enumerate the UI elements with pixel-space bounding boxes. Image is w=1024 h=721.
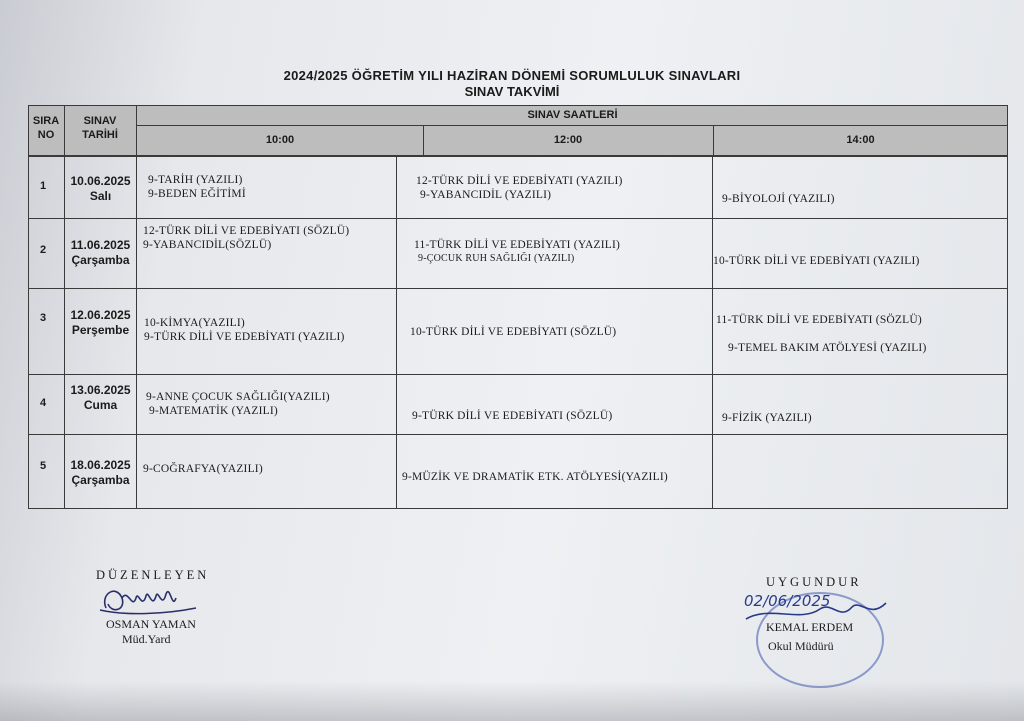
approval-date: 02/06/2025 <box>744 592 831 610</box>
exam-item: 9-ANNE ÇOCUK SAĞLIĞI(YAZILI) <box>146 391 330 403</box>
handwritten-signature <box>96 580 206 620</box>
slot-1400-exams <box>722 192 835 206</box>
date-value: 18.06.2025 <box>70 458 131 472</box>
exam-item: 9-TARİH (YAZILI) <box>148 174 243 186</box>
header-slot-1400: 14:00 <box>846 134 875 146</box>
exam-item: 9-TÜRK DİLİ VE EDEBİYATI (YAZILI) <box>144 331 345 343</box>
exam-item: 9-YABANCIDİL (YAZILI) <box>420 189 552 201</box>
exam-schedule-table <box>28 105 1008 509</box>
date-value: 12.06.2025 <box>70 308 131 322</box>
slot-1000-exams <box>143 224 349 252</box>
approval-caption: UYGUNDUR <box>766 575 862 589</box>
exam-item: 10-TÜRK DİLİ VE EDEBİYATI (YAZILI) <box>713 255 920 267</box>
organizer-name: OSMAN YAMAN <box>106 617 196 631</box>
exam-item: 12-TÜRK DİLİ VE EDEBİYATI (YAZILI) <box>416 175 623 187</box>
row-number: 3 <box>40 312 47 324</box>
organizer-signature-block <box>96 568 256 647</box>
exam-date <box>65 458 136 488</box>
slot-1000-exams <box>146 390 330 418</box>
day-value: Perşembe <box>71 323 130 337</box>
slot-1200-exams <box>410 325 616 339</box>
exam-item: 9-TÜRK DİLİ VE EDEBİYATI (SÖZLÜ) <box>412 410 613 422</box>
document-title: 2024/2025 ÖĞRETİM YILI HAZİRAN DÖNEMİ SORUMLULUK SINAVLARI <box>283 68 741 83</box>
exam-item: 9-COĞRAFYA(YAZILI) <box>143 463 263 475</box>
approver-name: KEMAL ERDEM <box>766 620 854 634</box>
exam-item: 9-BEDEN EĞİTİMİ <box>148 188 246 200</box>
exam-item: 9-BİYOLOJİ (YAZILI) <box>722 193 835 205</box>
slot-1000-exams <box>143 462 263 476</box>
header-sinav-tarihi: SINAV TARİHİ <box>82 115 118 141</box>
row-number: 4 <box>40 397 47 409</box>
exam-item: 10-TÜRK DİLİ VE EDEBİYATI (SÖZLÜ) <box>410 326 617 338</box>
exam-item: 10-KİMYA(YAZILI) <box>144 317 245 329</box>
exam-item: 12-TÜRK DİLİ VE EDEBİYATI (SÖZLÜ) <box>143 225 350 237</box>
row-number: 5 <box>40 460 47 472</box>
organizer-caption: DÜZENLEYEN <box>96 568 210 582</box>
row-number: 2 <box>40 244 47 256</box>
exam-item: 9-MATEMATİK (YAZILI) <box>149 405 278 417</box>
slot-1200-exams <box>414 238 620 266</box>
slot-1200-exams <box>402 470 668 484</box>
header-sinav-saatleri: SINAV SAATLERİ <box>527 109 618 121</box>
slot-1200-exams <box>412 409 612 423</box>
exam-item: 9-ÇOCUK RUH SAĞLIĞI (YAZILI) <box>418 253 575 264</box>
header-sira-no: SIRA NO <box>32 115 60 141</box>
handwritten-signature <box>740 597 890 627</box>
approval-signature-block <box>740 575 910 654</box>
day-value: Çarşamba <box>71 473 130 487</box>
exam-item: 9-TEMEL BAKIM ATÖLYESİ (YAZILI) <box>728 342 927 354</box>
exam-item: 11-TÜRK DİLİ VE EDEBİYATI (YAZILI) <box>414 239 621 251</box>
header-slot-1000: 10:00 <box>265 134 295 146</box>
exam-item: 9-YABANCIDİL(SÖZLÜ) <box>143 239 272 251</box>
slot-1400-exams <box>716 306 927 362</box>
document-subtitle: SINAV TAKVİMİ <box>464 84 560 99</box>
slot-1200-exams <box>416 174 623 202</box>
day-value: Cuma <box>83 398 118 412</box>
date-value: 11.06.2025 <box>70 238 131 252</box>
approver-title: Okul Müdürü <box>768 639 834 653</box>
slot-1400-exams <box>722 411 812 425</box>
slot-1000-exams <box>144 316 345 344</box>
exam-item: 11-TÜRK DİLİ VE EDEBİYATI (SÖZLÜ) <box>716 314 922 326</box>
exam-date <box>65 383 136 413</box>
exam-item: 9-FİZİK (YAZILI) <box>722 412 812 424</box>
slot-1000-exams <box>148 173 246 201</box>
date-value: 10.06.2025 <box>70 174 131 188</box>
day-value: Salı <box>89 189 112 203</box>
header-slot-1200: 12:00 <box>553 134 583 146</box>
date-value: 13.06.2025 <box>70 383 131 397</box>
slot-1400-exams <box>713 254 920 268</box>
exam-date <box>65 308 136 338</box>
exam-date <box>65 238 136 268</box>
exam-item: 9-MÜZİK VE DRAMATİK ETK. ATÖLYESİ(YAZILI) <box>402 471 668 483</box>
bottom-shadow <box>0 681 1024 721</box>
exam-date <box>65 174 136 204</box>
day-value: Çarşamba <box>71 253 130 267</box>
row-number: 1 <box>40 180 47 192</box>
organizer-title: Müd.Yard <box>122 632 171 646</box>
